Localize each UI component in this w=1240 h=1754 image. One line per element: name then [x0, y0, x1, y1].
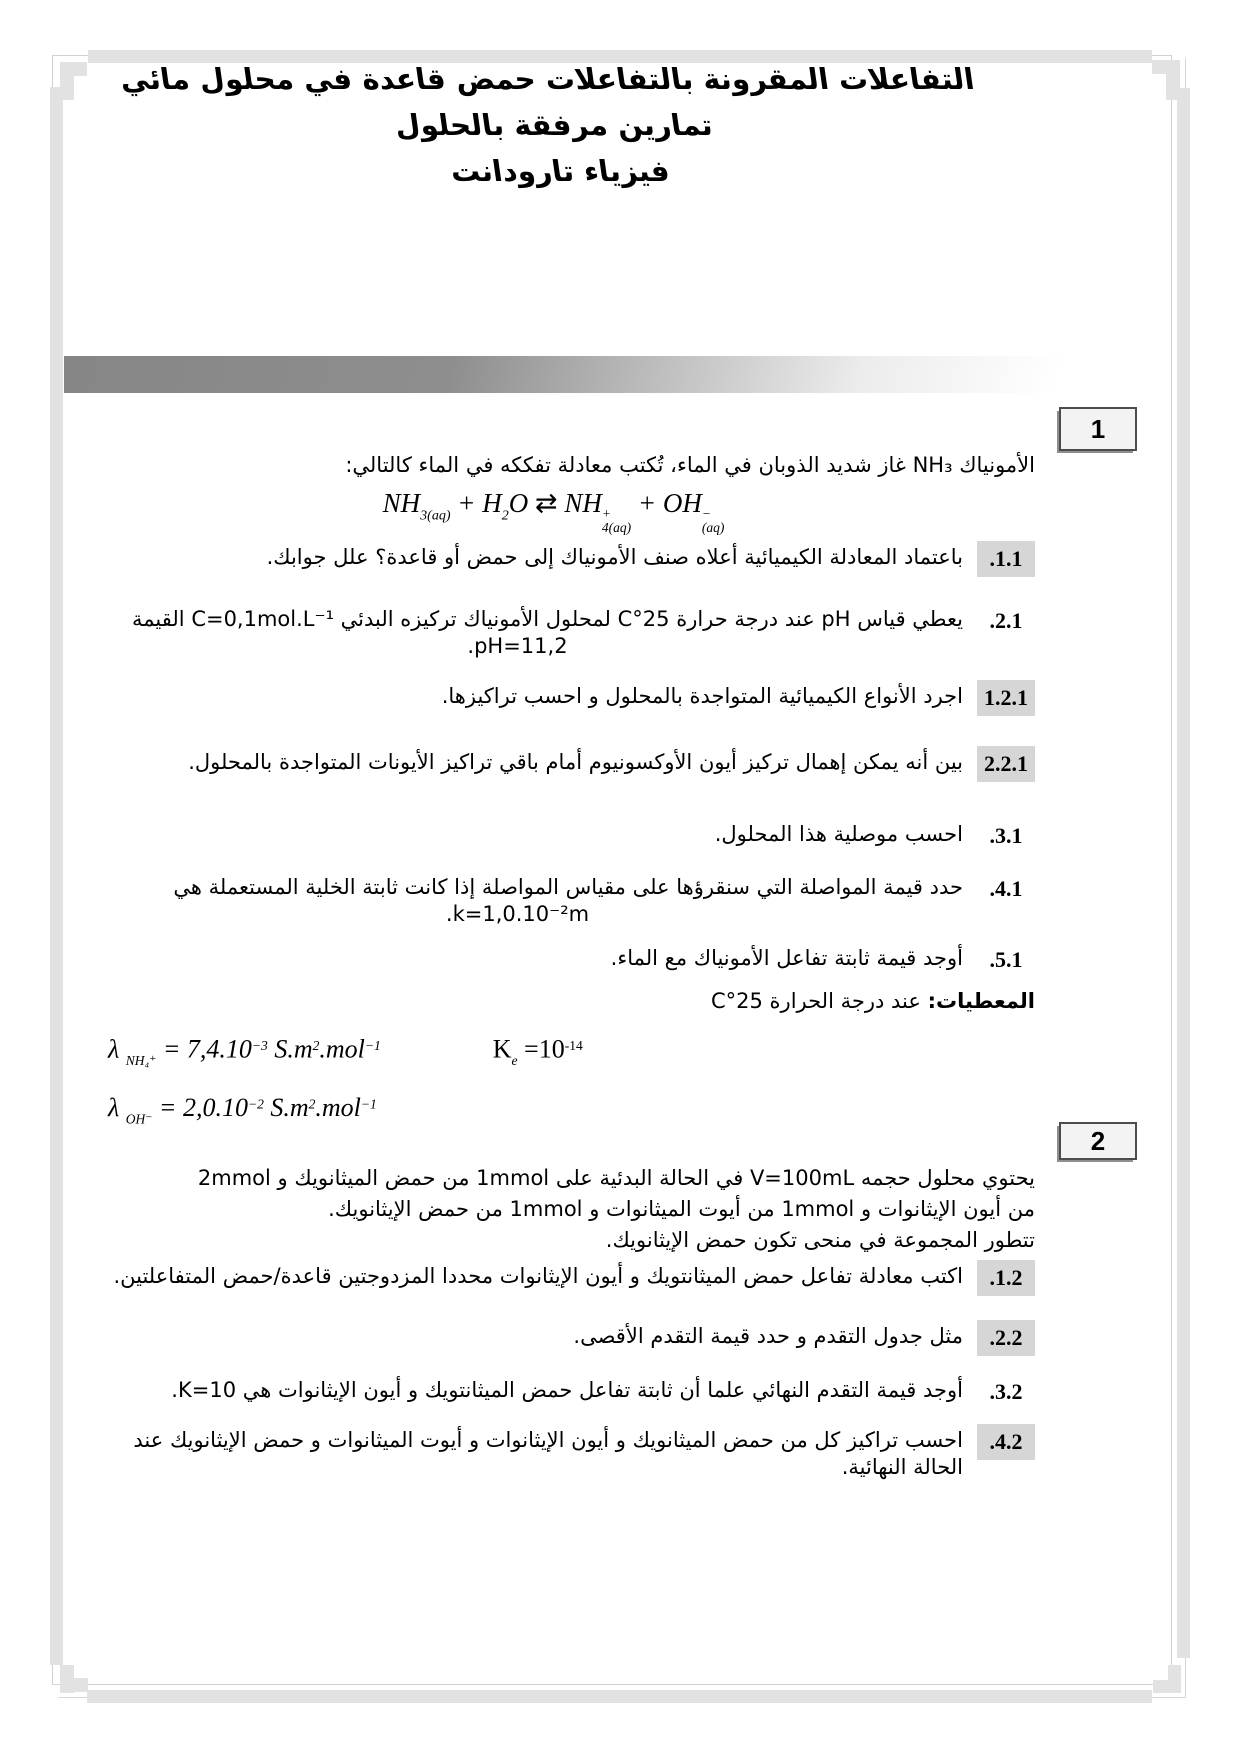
exercise-2-intro-line-2: من أيون الإيثانوات و 1mmol من أيوت الميثانوات و 1mmol من حمض الإيثانويك. — [328, 1197, 1035, 1221]
item-1-2-text: اكتب معادلة تفاعل حمض الميثانتويك و أيون الإيثانوات محددا المزدوجتين قاعدة/حمض المتفاعلتين. — [113, 1264, 963, 1288]
item-1-2 — [72, 1260, 1035, 1296]
item-4-1-k-value: k=1,0.10⁻²m. — [445, 902, 590, 927]
item-3-2 — [72, 1374, 1035, 1410]
title-line-1: التفاعلات المقرونة بالتفاعلات حمض قاعدة في محلول مائي — [117, 62, 977, 96]
item-4-2-label: .4.2 — [977, 1424, 1035, 1460]
item-2-1-text — [72, 603, 963, 660]
item-2-1-ph-value: pH=11,2. — [467, 634, 568, 659]
section-separator-bar — [64, 356, 1168, 393]
exercise-2-intro-line-1: يحتوي محلول حجمه V=100mL في الحالة البدئية على 1mmol من حمض الميثانويك و 2mmol — [197, 1166, 1035, 1190]
item-3-2-label: .3.2 — [989, 1379, 1023, 1404]
item-3-2-text: أوجد قيمة التقدم النهائي علما أن ثابتة تفاعل حمض الميثانتويك و أيون الإيثانوات هي K=10. — [171, 1378, 963, 1402]
item-2-2-1-text: بين أنه يمكن إهمال تركيز أيون الأوكسونيوم أمام باقي تراكيز الأيونات المتواجدة بالمحلول. — [188, 750, 963, 775]
page-border-band-right — [1177, 88, 1190, 1658]
item-3-1-label: .3.1 — [989, 823, 1023, 849]
item-2-2-1 — [72, 746, 1035, 782]
item-2-1-label: .2.1 — [989, 608, 1023, 634]
item-1-2-1 — [72, 680, 1035, 716]
exercise-2-section — [72, 1163, 1035, 1481]
exercise-1-number: 1 — [1090, 413, 1106, 444]
item-1-1 — [72, 541, 1035, 577]
item-4-1-text — [72, 871, 963, 928]
item-4-1-label: .4.1 — [989, 876, 1023, 902]
exercise-1-section — [72, 452, 1035, 978]
data-formula-row-2 — [108, 1086, 1035, 1139]
item-5-1-text: أوجد قيمة ثابتة تفاعل الأمونياك مع الماء. — [610, 946, 963, 971]
item-5-1 — [72, 942, 1035, 978]
ammonia-dissociation-equation: $NH_{3(aq)} + H_2O$ ⇄ NH + 4(aq) + OH − (aq) — [382, 488, 725, 536]
document-title — [62, 56, 1044, 194]
item-4-2-text — [72, 1424, 963, 1481]
exercise-2-number-box — [1059, 1122, 1137, 1160]
data-heading-word: المعطيات: — [927, 989, 1035, 1013]
data-formula-row-1 — [108, 1027, 1035, 1080]
ke-formula: $K_e =10^{-14}$ — [492, 1034, 583, 1068]
item-4-2 — [72, 1424, 1035, 1481]
item-1-2-1-label: 1.2.1 — [977, 680, 1035, 716]
data-formulas — [108, 1027, 1035, 1139]
item-4-2-line-1: احسب تراكيز كل من حمض الميثانويك و أيون الإيثانوات و أيوت الميثانوات و حمض الإيثانويك عند — [133, 1428, 963, 1452]
data-heading-rest: عند درجة الحرارة 25°C — [710, 989, 928, 1013]
exercise-2-number: 2 — [1090, 1125, 1106, 1156]
item-4-2-line-2: الحالة النهائية. — [841, 1455, 963, 1479]
page-border-band-left — [50, 87, 63, 1665]
title-line-2: تمارين مرفقة بالحلول — [392, 108, 715, 142]
item-1-1-label: .1.1 — [977, 541, 1035, 577]
page-border-corner — [1166, 60, 1180, 100]
item-3-1 — [72, 818, 1035, 854]
item-2-2 — [72, 1320, 1035, 1356]
item-5-1-label: .5.1 — [989, 947, 1023, 973]
page-border-corner — [1153, 1680, 1181, 1693]
item-2-1 — [72, 603, 1035, 660]
exercise-1-intro: الأمونياك NH₃ غاز شديد الذوبان في الماء، تُكتب معادلة تفككه في الماء كالتالي: — [345, 453, 1035, 477]
item-3-1-text: احسب موصلية هذا المحلول. — [714, 822, 963, 847]
lambda-ammonium-formula: λ $_{NH_4^+} = 7,4.10^{-3}$ $S.m^2.mol^{-1}$ — [108, 1034, 381, 1068]
item-2-2-text: مثل جدول التقدم و حدد قيمة التقدم الأقصى. — [573, 1324, 963, 1348]
item-1-2-label: .1.2 — [977, 1260, 1035, 1296]
item-2-1-line-1: يعطي قياس pH عند درجة حرارة 25°C لمحلول الأمونياك تركيزه البدئي C=0,1mol.L⁻¹ القيمة — [132, 607, 963, 632]
page-border-corner — [60, 1678, 88, 1692]
item-4-1-line-1: حدد قيمة المواصلة التي سنقرؤها على مقياس المواصلة إذا كانت ثابتة الخلية المستعملة هي — [173, 875, 963, 900]
lambda-hydroxide-formula: λ $_{OH^-} = 2,0.10^{-2}$ $S.m^2.mol^{-1}$ — [108, 1093, 377, 1127]
item-2-2-label: .2.2 — [977, 1320, 1035, 1356]
data-section — [72, 988, 1035, 1139]
item-1-2-1-text: اجرد الأنواع الكيميائية المتواجدة بالمحلول و احسب تراكيزها. — [441, 684, 963, 709]
item-1-1-text: باعتماد المعادلة الكيميائية أعلاه صنف الأمونياك إلى حمض أو قاعدة؟ علل جوابك. — [266, 545, 963, 570]
page-border-band-bottom — [87, 1690, 1152, 1703]
item-2-2-1-label: 2.2.1 — [977, 746, 1035, 782]
item-4-1 — [72, 871, 1035, 928]
title-line-3: فيزياء تارودانت — [448, 154, 672, 188]
data-heading — [72, 988, 1035, 1015]
exercise-2-intro-line-3: تتطور المجموعة في منحى تكون حمض الإيثانويك. — [605, 1228, 1035, 1252]
exercise-1-number-box — [1059, 407, 1137, 451]
